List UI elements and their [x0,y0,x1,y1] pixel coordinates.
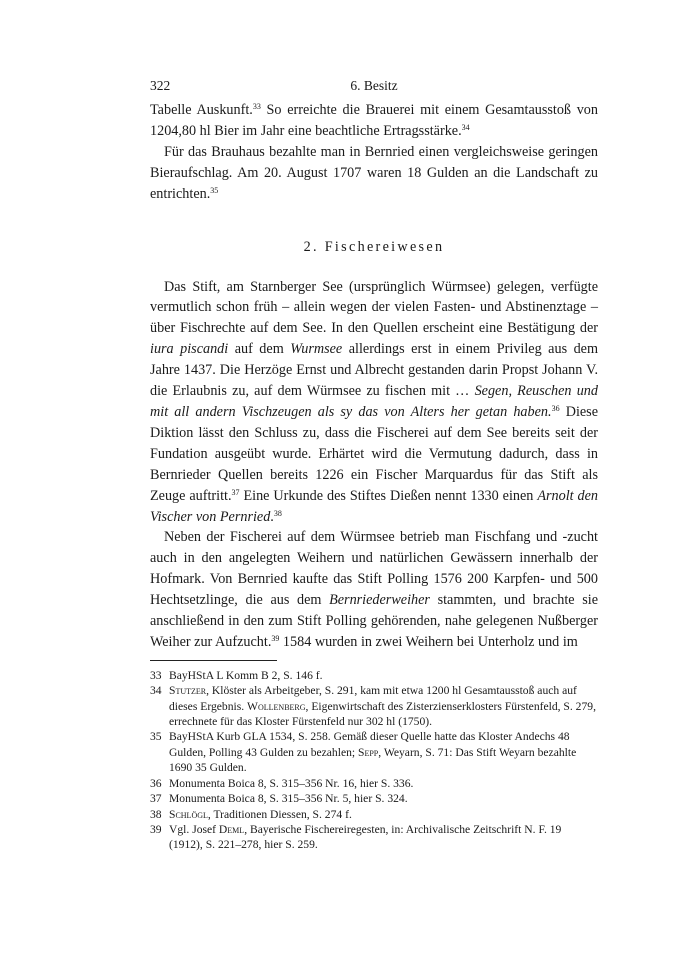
footnote-ref-39[interactable]: 39 [271,633,280,643]
footnote-36: 36 Monumenta Boica 8, S. 315–356 Nr. 16, hier S. 336. [150,776,414,790]
section-heading: 2. Fischereiwesen [303,238,445,255]
footnote-39: 39 Vgl. Josef Deml, Bayerische Fischereiregesten, in: Archivalische Zeitschrift N. F. 19 (1912), S. 221–278, hier S. 259. [150,822,562,852]
footnote-38: 38 Schlögl, Traditionen Diessen, S. 274 f. [150,807,352,821]
running-head [150,78,598,100]
footnote-37: 37 Monumenta Boica 8, S. 315–356 Nr. 5, hier S. 324. [150,792,408,806]
footnote-ref-34[interactable]: 34 [461,122,470,132]
paragraph-4: Neben der Fischerei auf dem Würmsee betrieb man Fischfang und -zucht auch in den angelegten Weihern und natürlichen Gewässern innerhalb der Hofmark. Von Bernried kaufte das Stift Polling 1576 200 Karpfen- und 500 Hechtsetzlinge, die aus dem Bernriederweiher stammten, und brachte sie anschließend in den zum Stift Polling gehörenden, nahe gelegenen Nußberger Weiher zur Aufzucht.$^{39}$ 1584 wurden in zwei Weihern bei Unterholz und im [150,529,598,650]
footnote-ref-38[interactable]: 38 [273,508,282,518]
paragraph-1: Tabelle Auskunft.$^{33}$ So erreichte die Brauerei mit einem Gesamtausstoß von 1204,80 hl Bier im Jahr eine beachtliche Ertragsstärke.$^{34}$ [150,102,598,139]
footnote-ref-35[interactable]: 35 [210,185,219,195]
paragraph-3: Das Stift, am Starnberger See (ursprünglich Würmsee) gelegen, verfügte vermutlich schon früh – allein wegen der vielen Fasten- und Abstinenztage – über Fischrechte auf dem See. In den Quellen erscheint eine Bestätigung der iura piscandi auf dem Wurmsee allerdings erst in einem Privileg aus dem Jahre 1437. Die Herzöge Ernst und Albrecht gestanden darin Propst Johann V. die Erlaubnis zu, auf dem Würmsee zu fischen mit … Segen, Reuschen und mit all andern Vischzeugen als sy das von Alters her getan haben.$^{36}$ Diese Diktion lässt den Schluss zu, dass die Fischerei auf dem See bereits seit der Fundation ausgeübt wurde. Erhärtet wird die Vermutung dadurch, dass in Bernrieder Quellen bereits 1226 ein Fischer Marquardus für das Stift als Zeuge auftritt.$^{37}$ Eine Urkunde des Stiftes Dießen nennt 1330 einen Arnolt den Vischer von Pernried.$^{38}$ [150,278,599,525]
paragraph-2: Für das Brauhaus bezahlte man in Bernried einen vergleichsweise geringen Bieraufschlag. Am 20. August 1707 waren 18 Gulden an die Landschaft zu entrichten.$^{35}$ [150,143,598,202]
book-page [150,78,598,853]
footnote-34: 34 Stutzer, Klöster als Arbeitgeber, S. 291, kam mit etwa 1200 hl Gesamtausstoß auch auf dieses Ergebnis. Wollenberg, Eigenwirtschaft des Zisterzienserklosters Fürstenfeld, S. 279, errechnete für das Kloster Fürstenfeld nur 302 hl (1750). [150,684,596,729]
footnote-35: 35 BayHStA Kurb GLA 1534, S. 258. Gemäß dieser Quelle hatte das Kloster Andechs 48 Gulden, Polling 43 Gulden zu bezahlen; Sepp, Weyarn, S. 71: Das Stift Weyarn bezahlte 1690 35 Gulden. [150,730,577,775]
footnote-ref-33[interactable]: 33 [252,102,261,111]
footnote-divider [150,660,277,661]
page-number: 322 [150,78,171,93]
footnotes [150,668,598,853]
footnote-ref-36[interactable]: 36 [551,403,560,413]
footnote-ref-37[interactable]: 37 [231,487,240,497]
footnote-33: 33 BayHStA L Komm B 2, S. 146 f. [150,668,323,682]
chapter-title: 6. Besitz [350,78,398,93]
